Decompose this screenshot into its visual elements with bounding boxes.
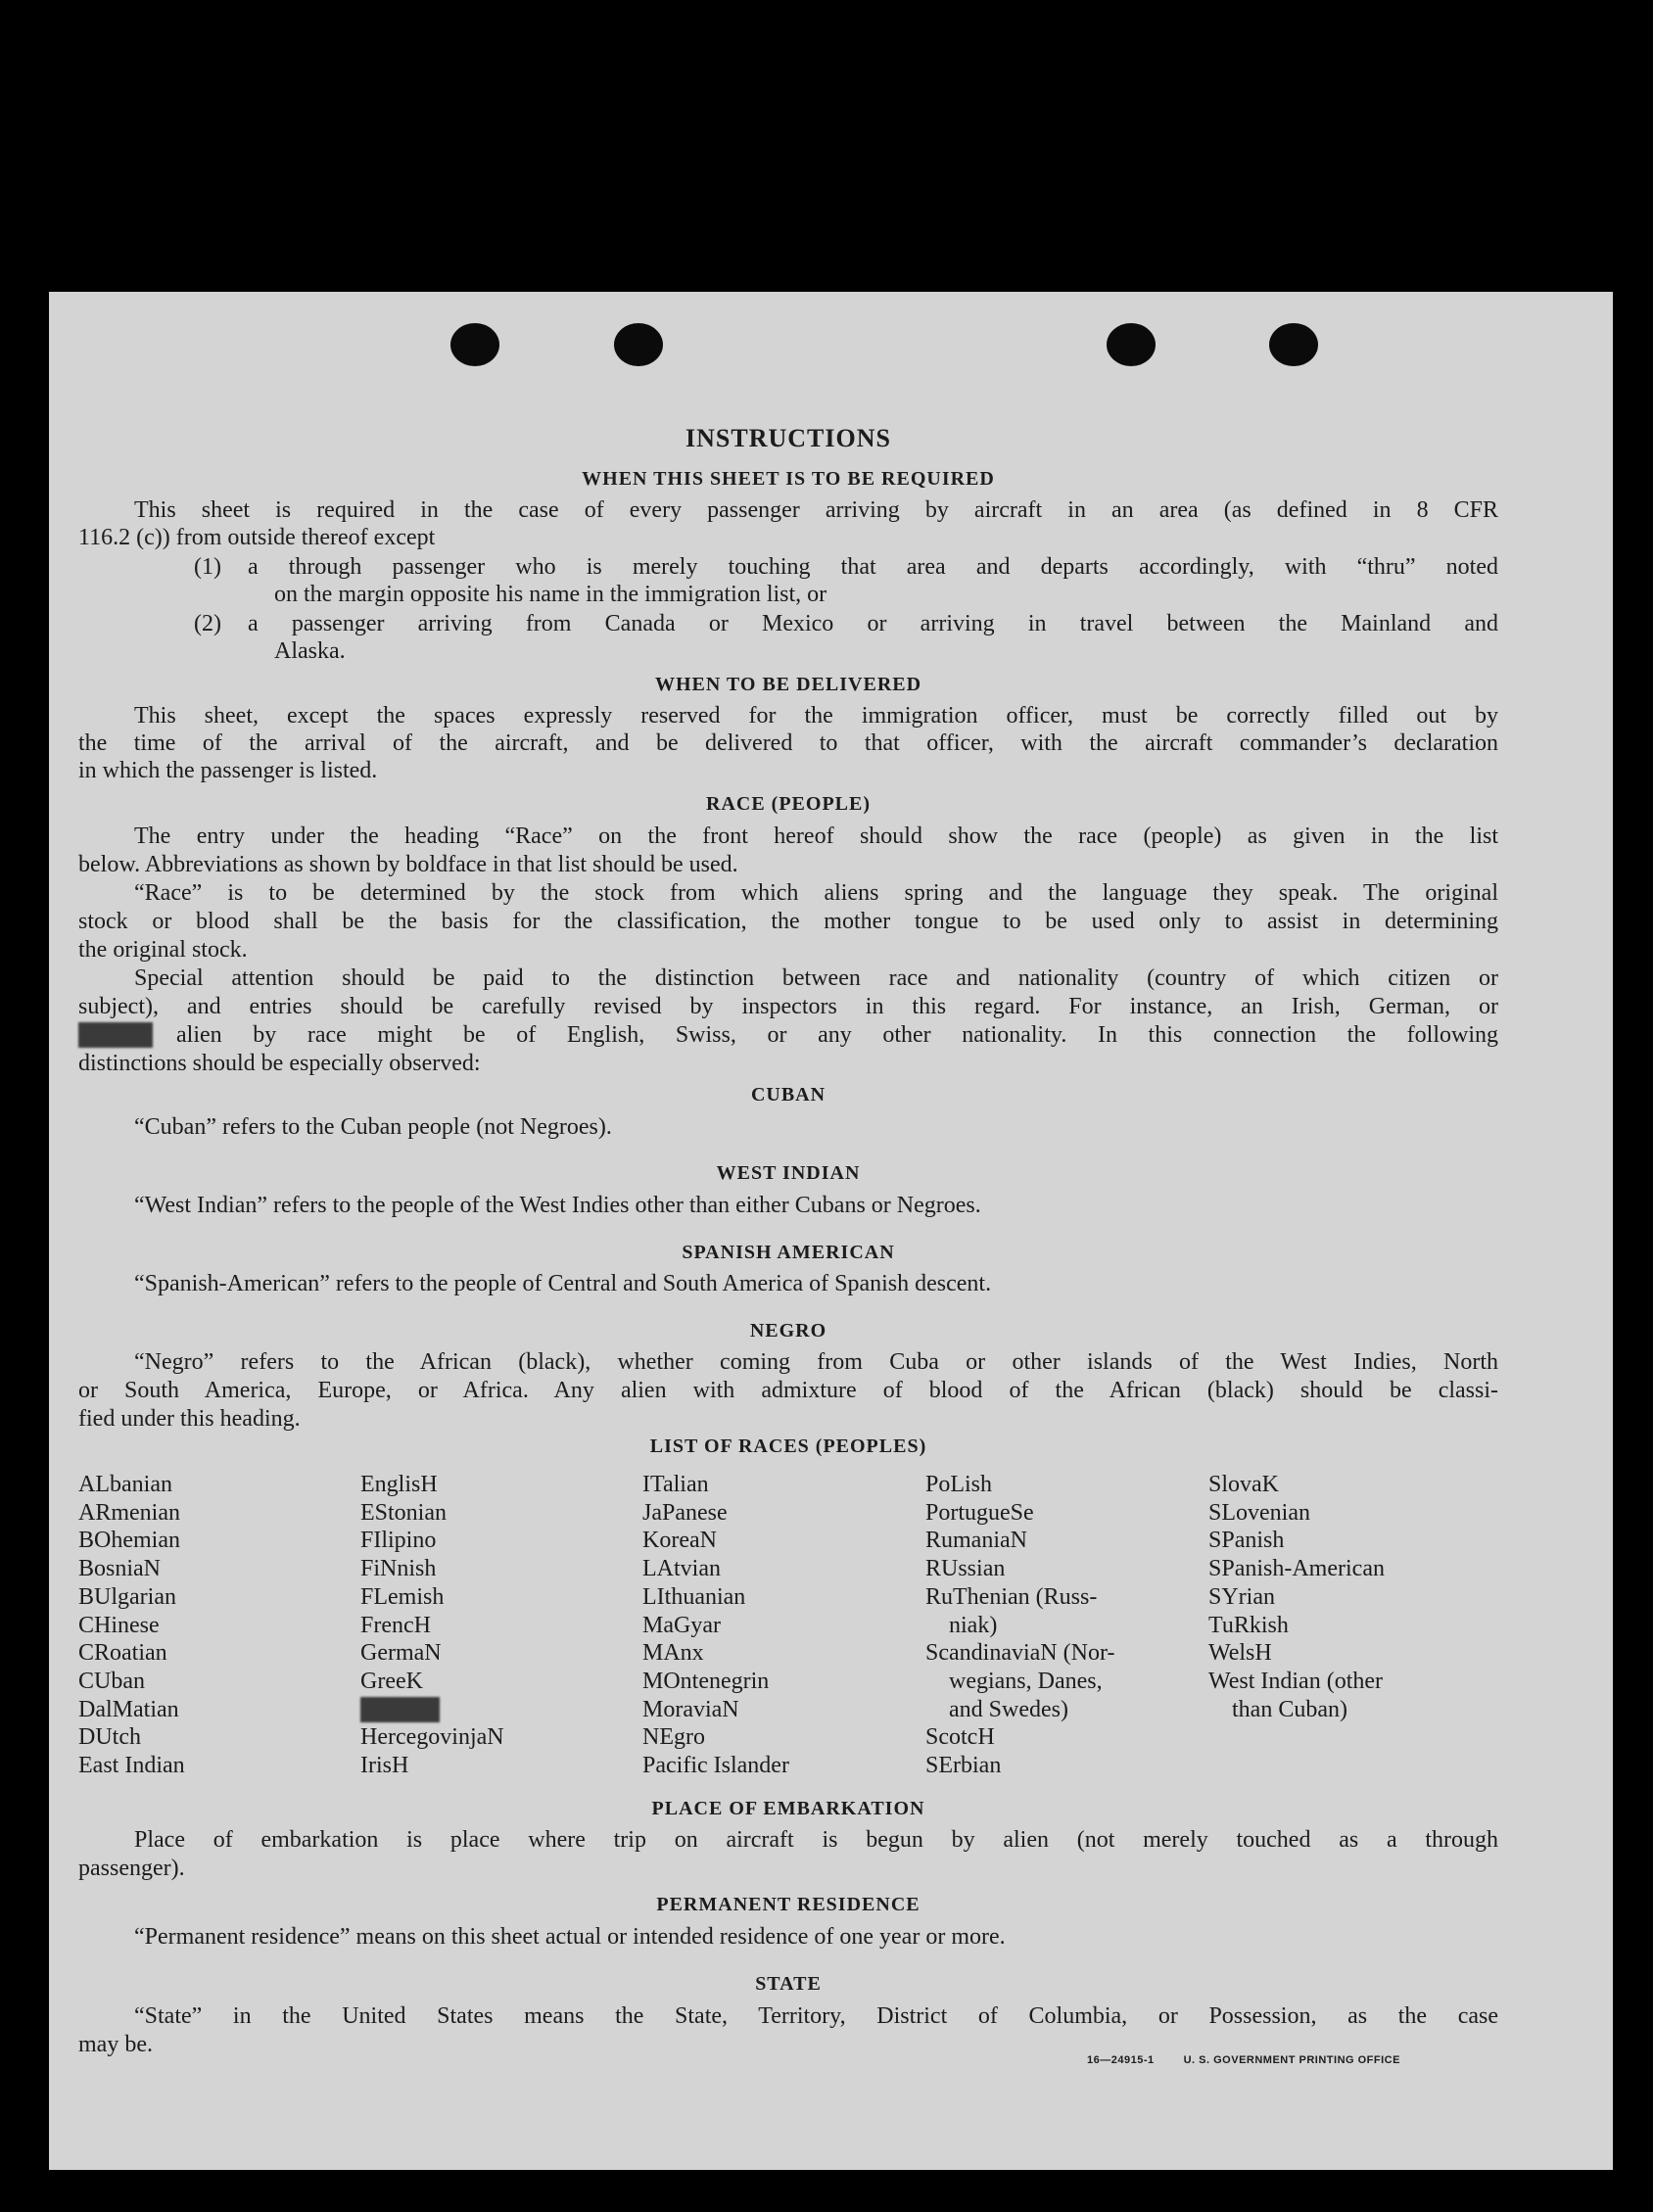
race-name: MoraviaN [642,1696,739,1722]
race-name: GermaN [360,1640,442,1667]
race-name: CUban [78,1668,145,1694]
race-name: DUtch [78,1724,141,1751]
section-heading-list-of-races: LIST OF RACES (PEOPLES) [649,1435,927,1457]
residence-text: “Permanent residence” means on this sheet actual or intended residence of one year or more. [134,1924,1006,1950]
race-name: BUlgarian [78,1583,176,1610]
race-name: MAnx [642,1640,704,1667]
race-name: SPanish [1208,1528,1285,1554]
negro-line-3: fied under this heading. [78,1406,301,1432]
required-item-1-line-1: a through passenger who is merely touching that area and departs accordingly, with “thru” noted [248,554,1498,580]
embarkation-line-1: Place of embarkation is place where trip on aircraft is begun by alien (not merely touched as a through [134,1827,1498,1853]
race-name: TuRkish [1208,1612,1289,1638]
race-name: RuThenian (Russ- [925,1583,1098,1610]
races-column-4 [925,1471,1114,1780]
race-name-continued: than Cuban) [1232,1696,1347,1722]
race-name: KoreaN [642,1528,717,1554]
race-name: EStonian [360,1499,447,1526]
section-heading-embarkation: PLACE OF EMBARKATION [651,1798,925,1819]
race-name: ITalian [642,1472,709,1497]
race-name: CRoatian [78,1640,167,1667]
section-heading-state: STATE [755,1973,822,1995]
race-name: JaPanese [642,1499,728,1526]
race-name-continued: and Swedes) [949,1696,1068,1722]
race-name: IrisH [360,1753,409,1779]
race-name: CHinese [78,1612,160,1638]
page-title: INSTRUCTIONS [685,424,891,452]
negro-line-1: “Negro” refers to the African (black), whether coming from Cuba or other islands of the West Indies, North [134,1349,1498,1375]
race-name: SErbian [925,1753,1002,1779]
section-heading-negro: NEGRO [749,1320,827,1341]
race-name: MOntenegrin [642,1668,770,1694]
printer-imprint [1087,2054,1400,2066]
printer-name: U. S. GOVERNMENT PRINTING OFFICE [1183,2054,1400,2066]
section-heading-race: RACE (PEOPLE) [706,793,871,815]
race-name: MaGyar [642,1612,721,1638]
section-heading-residence: PERMANENT RESIDENCE [656,1894,921,1915]
west-indian-text: “West Indian” refers to the people of the West Indies other than either Cubans or Negroes. [134,1193,981,1218]
race-paragraph-3-line-3: alien by race might be of English, Swiss, or any other nationality. In this connection the following [176,1022,1498,1048]
race-name: PortugueSe [925,1499,1034,1526]
required-line-1: This sheet is required in the case of every passenger arriving by aircraft in an area (as defined in 8 CFR [134,497,1498,523]
section-heading-delivered: WHEN TO BE DELIVERED [654,674,922,695]
races-column-5 [1208,1471,1385,1723]
race-name: FiNnish [360,1556,437,1582]
punch-hole [450,323,499,366]
cuban-text: “Cuban” refers to the Cuban people (not Negroes). [134,1114,612,1140]
state-line-1: “State” in the United States means the State, Territory, District of Columbia, or Possession, as the case [134,2003,1498,2029]
race-name: East Indian [78,1753,185,1779]
required-item-2-number: (2) [194,611,221,636]
race-name: ScandinaviaN (Nor- [925,1640,1115,1667]
race-name: RumaniaN [925,1528,1027,1554]
required-item-2-line-1: a passenger arriving from Canada or Mexico or arriving in travel between the Mainland and [248,611,1498,636]
race-name: RUssian [925,1556,1006,1582]
race-name: SlovaK [1208,1472,1279,1497]
race-name: BosniaN [78,1556,161,1582]
required-item-1-line-2: on the margin opposite his name in the immigration list, or [274,582,827,607]
race-name: HercegovinjaN [360,1724,504,1751]
race-name: BOhemian [78,1528,180,1554]
race-name: FLemish [360,1583,445,1610]
race-name: ScotcH [925,1724,995,1751]
document-page [49,292,1613,2170]
race-name: SPanish-American [1208,1556,1385,1582]
spanish-american-text: “Spanish-American” refers to the people of Central and South America of Spanish descent. [134,1271,992,1296]
race-paragraph-2-line-2: stock or blood shall be the basis for the classification, the mother tongue to be used only to assist in determining [78,909,1498,934]
race-name: SYrian [1208,1583,1275,1610]
race-name: LAtvian [642,1556,721,1582]
race-paragraph-3-line-2: subject), and entries should be carefully revised by inspectors in this regard. For instance, an Irish, German, or [78,994,1498,1019]
section-heading-required: WHEN THIS SHEET IS TO BE REQUIRED [582,468,995,490]
punch-hole [1269,323,1318,366]
race-name: FIlipino [360,1528,437,1554]
races-column-1 [78,1471,185,1780]
race-paragraph-3-redacted-word [78,1022,153,1049]
race-name-redacted [360,1696,504,1724]
negro-line-2: or South America, Europe, or Africa. Any alien with admixture of blood of the African (black) should be classi- [78,1378,1498,1403]
race-name: NEgro [642,1724,705,1751]
punch-hole [1107,323,1156,366]
form-number: 16—24915-1 [1087,2054,1155,2066]
race-name: PoLish [925,1472,993,1497]
race-name: Pacific Islander [642,1753,789,1779]
races-column-2 [360,1471,504,1780]
race-paragraph-3-line-1: Special attention should be paid to the distinction between race and nationality (country of which citizen or [134,965,1498,991]
race-name: WelsH [1208,1640,1272,1667]
race-paragraph-1-line-1: The entry under the heading “Race” on the front hereof should show the race (people) as given in the list [134,824,1498,849]
required-item-1-number: (1) [194,554,221,580]
required-line-2: 116.2 (c)) from outside thereof except [78,525,436,550]
race-name-continued: niak) [949,1612,998,1638]
section-heading-cuban: CUBAN [750,1084,826,1106]
race-name: SLovenian [1208,1499,1310,1526]
races-column-3 [642,1471,789,1780]
embarkation-line-2: passenger). [78,1856,185,1881]
delivered-line-3: in which the passenger is listed. [78,758,378,783]
race-name-continued: wegians, Danes, [949,1668,1103,1694]
race-paragraph-2-line-1: “Race” is to be determined by the stock from which aliens spring and the language they speak. The original [134,880,1498,906]
race-name: EnglisH [360,1472,438,1497]
race-name: West Indian (other [1208,1668,1384,1694]
delivered-line-2: the time of the arrival of the aircraft, and be delivered to that officer, with the aircraft commander’s declaration [78,730,1498,756]
race-name: LIthuanian [642,1583,746,1610]
state-line-2: may be. [78,2032,153,2057]
race-name: ARmenian [78,1499,180,1526]
race-paragraph-1-line-2: below. Abbreviations as shown by boldface in that list should be used. [78,852,738,877]
race-name: GreeK [360,1668,423,1694]
race-name: DalMatian [78,1696,179,1722]
race-paragraph-3-line-4: distinctions should be especially observed: [78,1051,481,1076]
delivered-line-1: This sheet, except the spaces expressly reserved for the immigration officer, must be correctly filled out by [134,703,1498,729]
section-heading-west-indian: WEST INDIAN [716,1162,861,1184]
race-paragraph-2-line-3: the original stock. [78,937,248,963]
required-item-2-line-2: Alaska. [274,638,346,664]
section-heading-spanish-american: SPANISH AMERICAN [682,1242,895,1263]
race-name: ALbanian [78,1472,172,1497]
punch-hole [614,323,663,366]
race-name: FrencH [360,1612,431,1638]
